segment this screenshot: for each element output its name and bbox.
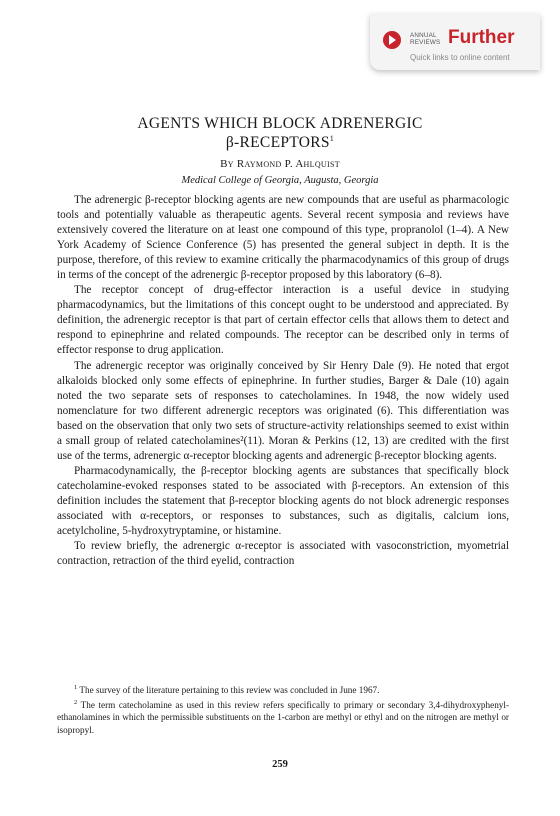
- play-icon: [383, 31, 401, 49]
- further-badge[interactable]: [370, 14, 540, 70]
- author-affiliation: Medical College of Georgia, Augusta, Georgia: [181, 175, 379, 186]
- further-label: Further: [448, 27, 515, 48]
- quick-links-label: Quick links to online content: [410, 53, 510, 62]
- title-line-2: β-RECEPTORS$^1$: [225, 133, 335, 151]
- annual-reviews-logo: ANNUAL REVIEWS: [410, 32, 441, 46]
- page-number: 259: [272, 759, 288, 770]
- title-footnote-mark: 1: [329, 133, 335, 143]
- title-line-1: AGENTS WHICH BLOCK ADRENERGIC: [137, 115, 423, 132]
- author-byline: By Raymond P. Ahlquist: [220, 158, 340, 170]
- paragraph: The adrenergic receptor was originally conceived by Sir Henry Dale (9). He noted that ergot alkaloids blocked only some effects of epinephrine. In further studies, Barger & Dale (10) again noted the two separate sets of responses to catecholamines. In 1948, the now widely used nomenclature for two different adrenergic receptors was originated (6). This differentiation was based on the observation that only two sets of structure-activity relationships seemed to exist within a small group of related catecholamines²(11). Moran & Perkins (12, 13) are credited with the first use of the terms, adrenergic α-receptor blocking agents and adrenergic β-receptor blocking agents.: [57, 359, 509, 462]
- article-body: [57, 193, 509, 569]
- footnotes: [57, 684, 509, 738]
- paragraph: The receptor concept of drug-effector interaction is a useful device in studying pharmacodynamics, but the limitations of this concept ought to be understood and appreciated. By definition, the adrenergic receptor is that part of certain effector cells that allows them to detect and respond to epinephrine and related compounds. The receptor can be described only in terms of effector response to drug application.: [57, 284, 509, 357]
- paragraph: The adrenergic β-receptor blocking agents are new compounds that are useful as pharmacologic tools and potentially valuable as therapeutic agents. Several recent symposia and reviews have extensively covered the literature on at least one compound of this type, propranolol (1–4). A New York Academy of Science Conference (5) has presented the general subject in depth. It is the purpose, therefore, of this review to examine critically the pharmacodynamics of this group of drugs in terms of the concept of the adrenergic β-receptor proposed by this laboratory (6–8).: [57, 194, 509, 282]
- footnote: $^2$ The term catecholamine as used in this review refers specifically to primary or secondary 3,4-dihydroxyphenyl-ethanolamines in which the permissible substituents on the 1-carbon are methyl or ethyl and on the nitrogen are methyl or isopropyl.: [57, 698, 509, 735]
- paragraph: Pharmacodynamically, the β-receptor blocking agents are substances that specifically block catecholamine-evoked responses stated to be associated with β-receptors. An extension of this definition includes the statement that β-receptor blocking agents do not block adrenergic responses associated with α-receptors, or responses to substances, such as digitalis, calcium ions, acetylcholine, 5-hydroxytryptamine, or histamine.: [57, 464, 509, 538]
- footnote: $^1$ The survey of the literature pertaining to this review was concluded in June 1967.: [74, 683, 380, 695]
- article-title: [40, 114, 520, 152]
- paragraph: To review briefly, the adrenergic α-receptor is associated with vasoconstriction, myometrial contraction, retraction of the third eyelid, contraction: [57, 540, 509, 568]
